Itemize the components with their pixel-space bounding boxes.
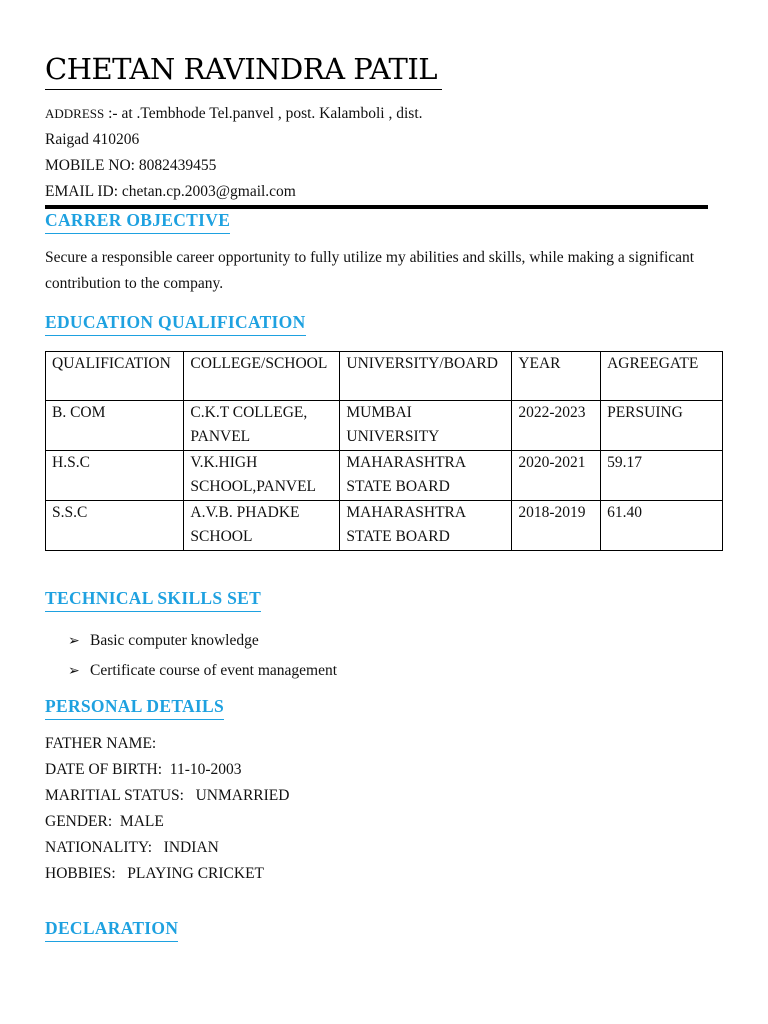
table-cell: B. COM [46, 401, 184, 451]
table-cell: MUMBAI UNIVERSITY [340, 401, 512, 451]
table-cell: S.S.C [46, 501, 184, 551]
column-header: UNIVERSITY/BOARD [340, 352, 512, 401]
candidate-name: CHETAN RAVINDRA PATIL [45, 52, 438, 86]
gender: GENDER: MALE [45, 813, 164, 830]
list-item [68, 626, 337, 656]
table-cell: 61.40 [601, 501, 723, 551]
objective-heading: CARRER OBJECTIVE [45, 209, 230, 234]
column-header: AGREEGATE [601, 352, 723, 401]
table-cell: PERSUING [601, 401, 723, 451]
skill-text: Basic computer knowledge [90, 632, 259, 649]
table-cell: H.S.C [46, 451, 184, 501]
address-line-1 [45, 104, 423, 124]
column-header: YEAR [512, 352, 601, 401]
address-text-1: :- at .Tembhode Tel.panvel , post. Kalamboli , dist. [104, 105, 423, 122]
email-address: EMAIL ID: chetan.cp.2003@gmail.com [45, 183, 296, 200]
father-name: FATHER NAME: [45, 735, 157, 752]
table-cell: 59.17 [601, 451, 723, 501]
table-cell: C.K.T COLLEGE, PANVEL [184, 401, 340, 451]
table-cell: V.K.HIGH SCHOOL,PANVEL [184, 451, 340, 501]
table-cell: 2022-2023 [512, 401, 601, 451]
hobbies: HOBBIES: PLAYING CRICKET [45, 865, 265, 882]
table-row [46, 401, 723, 451]
nationality: NATIONALITY: INDIAN [45, 839, 219, 856]
table-cell: 2020-2021 [512, 451, 601, 501]
name-underline [45, 89, 442, 90]
date-of-birth: DATE OF BIRTH: 11-10-2003 [45, 761, 242, 778]
mobile-number: MOBILE NO: 8082439455 [45, 157, 217, 174]
arrow-bullet-icon: ➢ [68, 663, 80, 679]
skills-list [68, 626, 337, 686]
declaration-heading: DECLARATION [45, 917, 178, 942]
address-label: ADDRESS [45, 106, 105, 121]
table-cell: A.V.B. PHADKE SCHOOL [184, 501, 340, 551]
table-cell: MAHARASHTRA STATE BOARD [340, 451, 512, 501]
table-cell: 2018-2019 [512, 501, 601, 551]
education-table [45, 351, 723, 551]
arrow-bullet-icon: ➢ [68, 633, 80, 649]
table-row [46, 501, 723, 551]
column-header: COLLEGE/SCHOOL [184, 352, 340, 401]
list-item [68, 656, 337, 686]
skills-heading: TECHNICAL SKILLS SET [45, 587, 261, 612]
skill-text: Certificate course of event management [90, 662, 338, 679]
table-header-row [46, 352, 723, 401]
education-heading: EDUCATION QUALIFICATION [45, 311, 306, 336]
personal-details-heading: PERSONAL DETAILS [45, 695, 224, 720]
marital-status: MARITIAL STATUS: UNMARRIED [45, 787, 290, 804]
column-header: QUALIFICATION [46, 352, 184, 401]
address-line-2: Raigad 410206 [45, 131, 140, 148]
table-row [46, 451, 723, 501]
objective-text: Secure a responsible career opportunity to fully utilize my abilities and skills, while making a significant contribution to the company. [45, 249, 695, 292]
table-cell: MAHARASHTRA STATE BOARD [340, 501, 512, 551]
